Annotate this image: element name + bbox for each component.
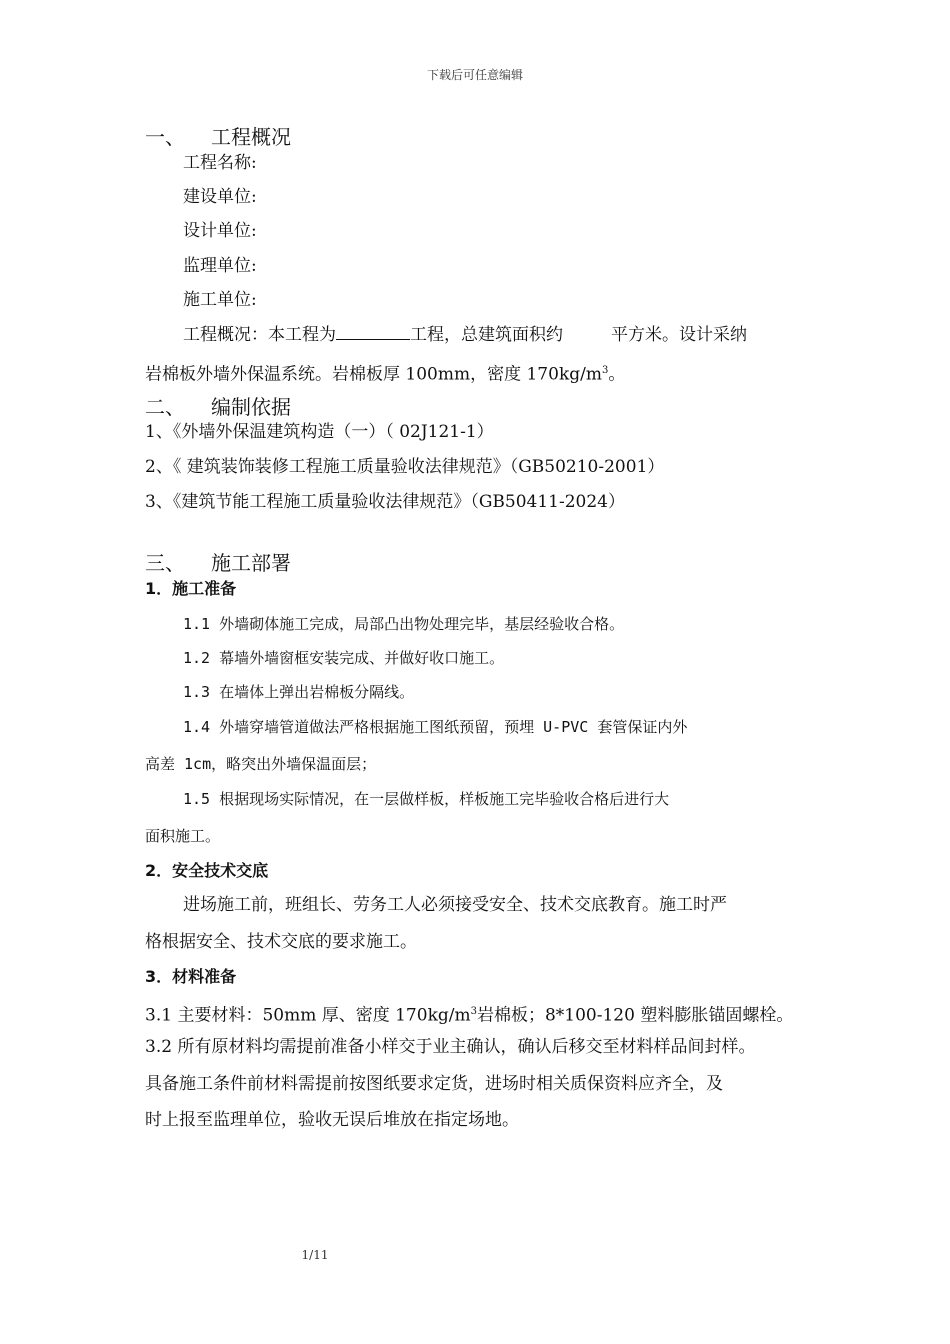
- project-name-line: 工程名称:: [183, 153, 257, 173]
- overview-text-c: 平方米。设计采纳: [611, 325, 747, 345]
- safety-line-2: 格根据安全、技术交底的要求施工。: [145, 932, 417, 952]
- project-type-blank: [336, 323, 410, 340]
- reference-item-2: 2、《 建筑装饰装修工程施工质量验收法律规范》（GB50210-2001）: [145, 457, 665, 477]
- material-3-1-text-b: 岩棉板；8*100-120 塑料膨胀锚固螺栓。: [476, 1005, 794, 1026]
- material-3-1-superscript: 3: [470, 1006, 477, 1017]
- overview-line-2: [145, 360, 625, 386]
- owner-line: 建设单位:: [183, 187, 257, 207]
- subsection-3-title: 3．材料准备: [145, 967, 237, 986]
- subsection-1-title: 1．施工准备: [145, 579, 237, 598]
- section-1-heading: [145, 126, 291, 148]
- overview-text-a: 工程概况：本工程为: [183, 325, 336, 345]
- builder-line: 施工单位:: [183, 290, 257, 310]
- overview-superscript: 3: [601, 365, 609, 376]
- page-number: 1/11: [301, 1248, 329, 1262]
- item-1-5-line-1: 1.5 根据现场实际情况，在一层做样板，样板施工完毕验收合格后进行大: [183, 790, 670, 808]
- material-3-2-line-3: 时上报至监理单位，验收无误后堆放在指定场地。: [145, 1110, 519, 1130]
- material-3-2-line-2: 具备施工条件前材料需提前按图纸要求定货，进场时相关质保资料应齐全，及: [145, 1074, 723, 1094]
- overview-text-b: 工程，总建筑面积约: [410, 325, 563, 345]
- section-1-number: 一、: [145, 125, 185, 149]
- material-3-2-line-1: 3.2 所有原材料均需提前准备小样交于业主确认，确认后移交至材料样品间封样。: [145, 1037, 756, 1057]
- item-1-4-line-1: 1.4 外墙穿墙管道做法严格根据施工图纸预留，预埋 U-PVC 套管保证内外: [183, 718, 688, 736]
- section-2-title: 编制依据: [211, 395, 291, 419]
- section-3-heading: [145, 552, 291, 574]
- reference-item-3: 3、《建筑节能工程施工质量验收法律规范》（GB50411-2024）: [145, 492, 625, 512]
- section-2-heading: [145, 396, 291, 418]
- section-3-title: 施工部署: [211, 551, 291, 575]
- supervisor-line: 监理单位:: [183, 256, 257, 276]
- subsection-2-title: 2．安全技术交底: [145, 861, 269, 880]
- item-1-2: 1.2 幕墙外墙窗框安装完成、并做好收口施工。: [183, 649, 505, 667]
- section-1-title: 工程概况: [211, 125, 291, 149]
- material-3-1-text-a: 3.1 主要材料：50mm 厚、密度 170kg/m: [145, 1005, 471, 1026]
- item-1-5-line-2: 面积施工。: [145, 827, 221, 845]
- section-2-number: 二、: [145, 395, 185, 419]
- section-3-number: 三、: [145, 551, 185, 575]
- designer-line: 设计单位:: [183, 221, 257, 241]
- page-header: 下载后可任意编辑: [426, 68, 523, 82]
- safety-line-1: 进场施工前，班组长、劳务工人必须接受安全、技术交底教育。施工时严: [183, 895, 727, 915]
- item-1-1: 1.1 外墙砌体施工完成，局部凸出物处理完毕，基层经验收合格。: [183, 615, 625, 633]
- item-1-4-line-2: 高差 1cm，略突出外墙保温面层；: [145, 755, 377, 773]
- item-1-3: 1.3 在墙体上弹出岩棉板分隔线。: [183, 683, 415, 701]
- overview-text-end: 。: [608, 364, 626, 385]
- reference-item-1: 1、《外墙外保温建筑构造（一）（ 02J121-1）: [145, 422, 494, 442]
- material-3-1: [145, 1001, 793, 1027]
- overview-line-1: [183, 323, 747, 346]
- overview-text-d: 岩棉板外墙外保温系统。岩棉板厚 100mm，密度 170kg/m: [145, 364, 602, 385]
